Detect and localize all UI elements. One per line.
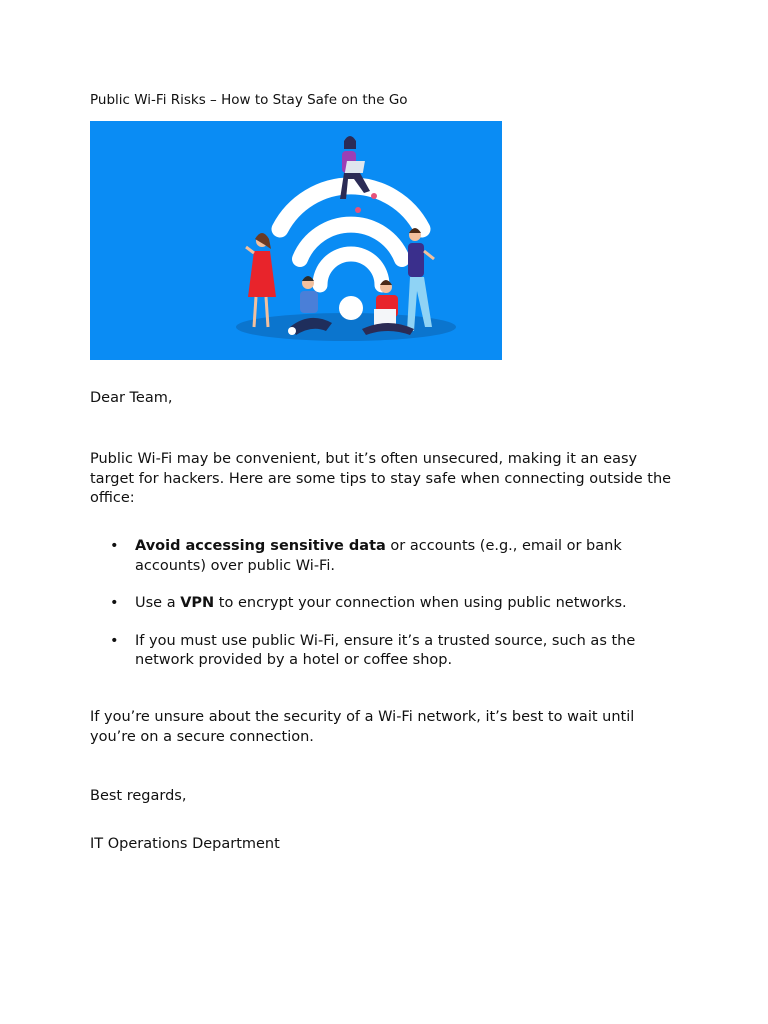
email-regards: Best regards, xyxy=(90,788,187,804)
email-subject: Public Wi-Fi Risks – How to Stay Safe on the Go xyxy=(90,92,408,108)
tip-text: or accounts (e.g., email or bank accounts) over public Wi-Fi. xyxy=(135,538,622,574)
safety-tips-list xyxy=(90,537,690,689)
wifi-people-illustration-icon xyxy=(90,121,502,360)
wifi-banner-image xyxy=(90,121,502,360)
tip-text: If you must use public Wi-Fi, ensure it’s a trusted source, such as the network provided by a hotel or coffee shop. xyxy=(135,632,636,668)
email-closing-paragraph: If you’re unsure about the security of a Wi-Fi network, it’s best to wait until you’re on a secure connection. xyxy=(90,709,635,745)
list-item xyxy=(90,594,690,614)
tip-prefix-text: Use a xyxy=(135,595,181,611)
email-intro-paragraph: Public Wi-Fi may be convenient, but it’s often unsecured, making it an easy target for hackers. Here are some tips to stay safe when connecting outside the office: xyxy=(90,451,672,506)
list-item xyxy=(90,632,690,671)
bullet-icon: • xyxy=(110,632,119,649)
tip-bold-text: Avoid accessing sensitive data xyxy=(135,538,386,554)
bullet-icon: • xyxy=(110,595,119,611)
bullet-icon: • xyxy=(110,538,119,554)
email-signature: IT Operations Department xyxy=(90,836,280,852)
email-greeting: Dear Team, xyxy=(90,390,173,406)
list-item xyxy=(90,537,690,576)
tip-text: to encrypt your connection when using public networks. xyxy=(214,595,627,611)
tip-bold-text: VPN xyxy=(180,595,215,611)
